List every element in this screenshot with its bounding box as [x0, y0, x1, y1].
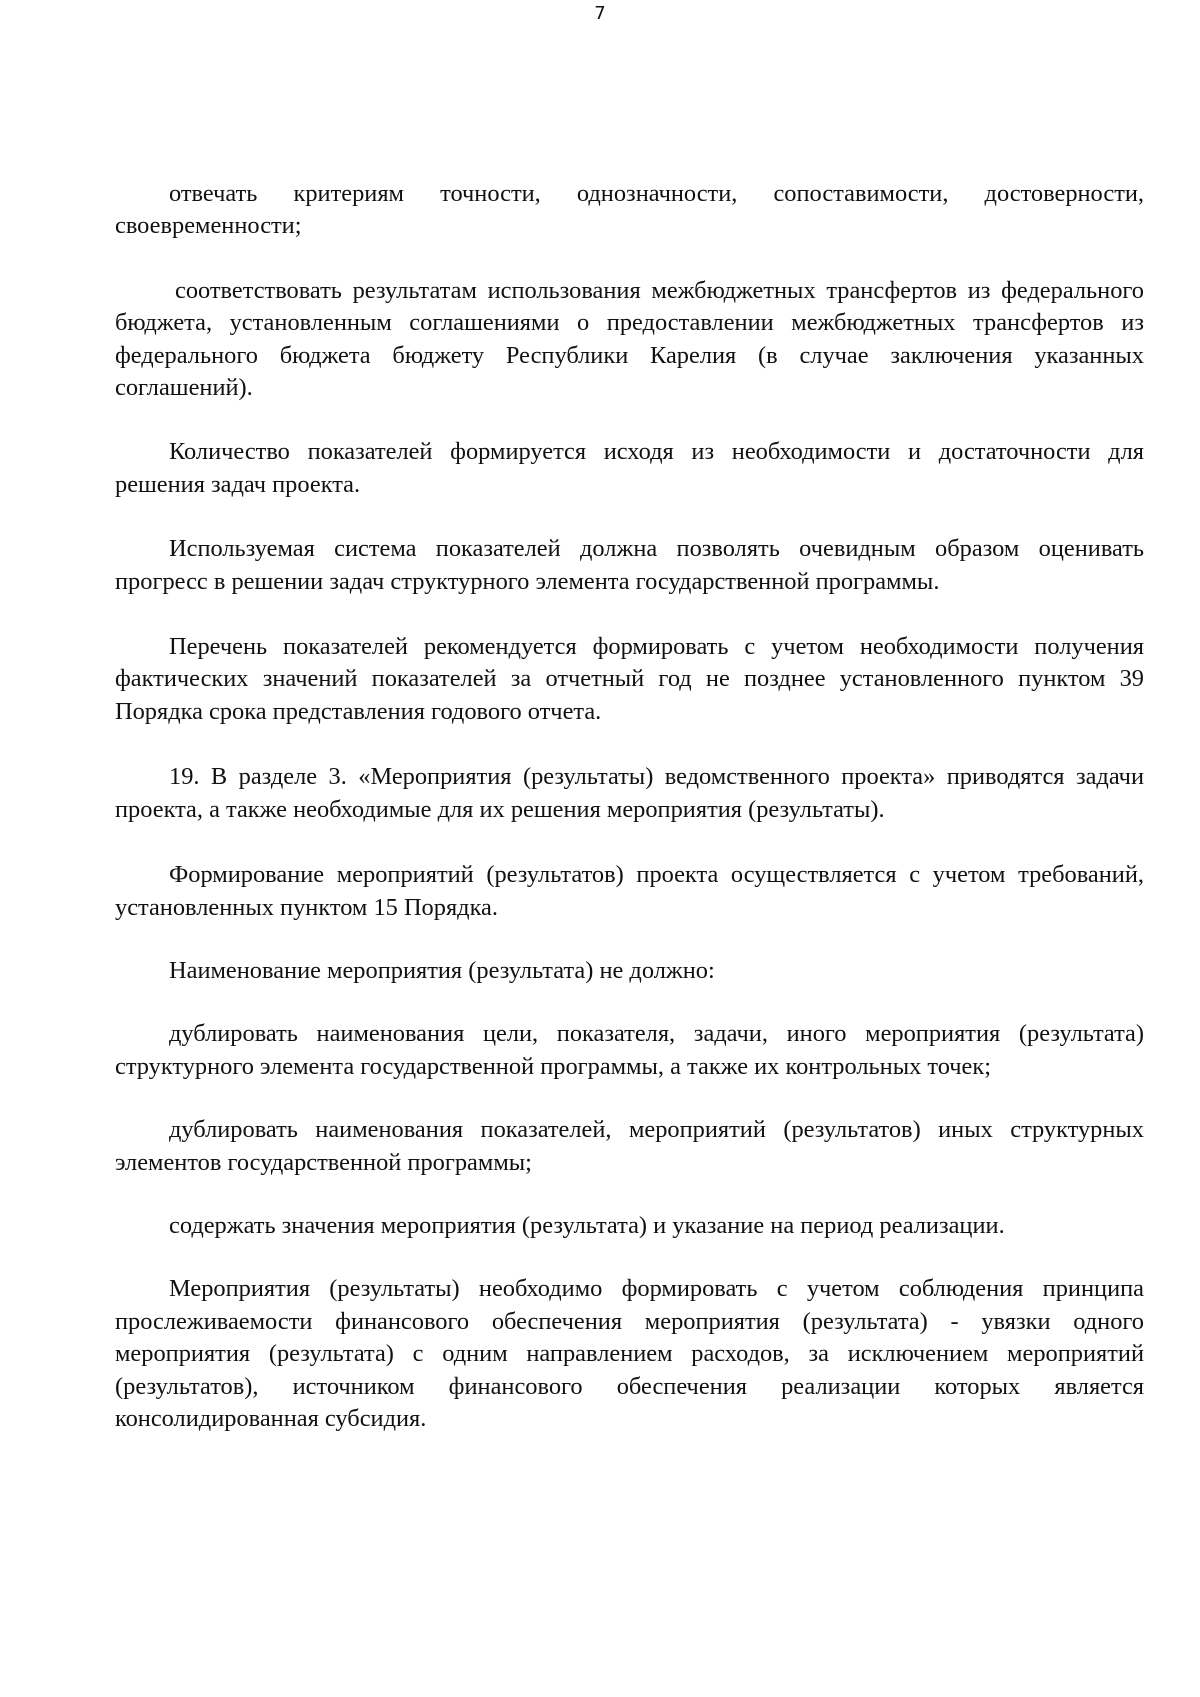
page-number: 7 — [594, 3, 606, 24]
paragraph: содержать значения мероприятия (результата) и указание на период реализации. — [169, 1211, 1005, 1239]
paragraph: Количество показателей формируется исходя из необходимости и достаточности для решения задач проекта. — [115, 438, 1144, 498]
paragraph: дублировать наименования цели, показателя, задачи, иного мероприятия (результата) структурного элемента государственной программы, а также их контрольных точек; — [115, 1020, 1144, 1080]
paragraph: отвечать критериям точности, однозначности, сопоставимости, достоверности, своевременности; — [115, 180, 1144, 240]
document-body — [115, 178, 1144, 1435]
paragraph: Мероприятия (результаты) необходимо формировать с учетом соблюдения принципа прослеживаемости финансового обеспечения мероприятия (результата) - увязки одного мероприятия (результата) с одним направлением расходов, за исключением мероприятий (результатов), источником финансового обеспечения реализации которых является консолидированная субсидия. — [115, 1275, 1144, 1432]
paragraph: Формирование мероприятий (результатов) проекта осуществляется с учетом требований, установленных пунктом 15 Порядка. — [115, 861, 1144, 921]
paragraph: дублировать наименования показателей, мероприятий (результатов) иных структурных элементов государственной программы; — [115, 1116, 1144, 1176]
paragraph: Наименование мероприятия (результата) не должно: — [169, 956, 715, 984]
paragraph: 19. В разделе 3. «Мероприятия (результаты) ведомственного проекта» приводятся задачи проекта, а также необходимые для их решения мероприятия (результаты). — [115, 763, 1144, 823]
paragraph: Используемая система показателей должна позволять очевидным образом оценивать прогресс в решении задач структурного элемента государственной программы. — [115, 535, 1144, 595]
paragraph: Перечень показателей рекомендуется формировать с учетом необходимости получения фактических значений показателей за отчетный год не позднее установленного пунктом 39 Порядка срока представления годового отчета. — [115, 633, 1144, 725]
paragraph: соответствовать результатам использования межбюджетных трансфертов из федерального бюджета, установленным соглашениями о предоставлении межбюджетных трансфертов из федерального бюджета бюджету Республики Карелия (в случае заключения указанных соглашений). — [115, 276, 1144, 402]
